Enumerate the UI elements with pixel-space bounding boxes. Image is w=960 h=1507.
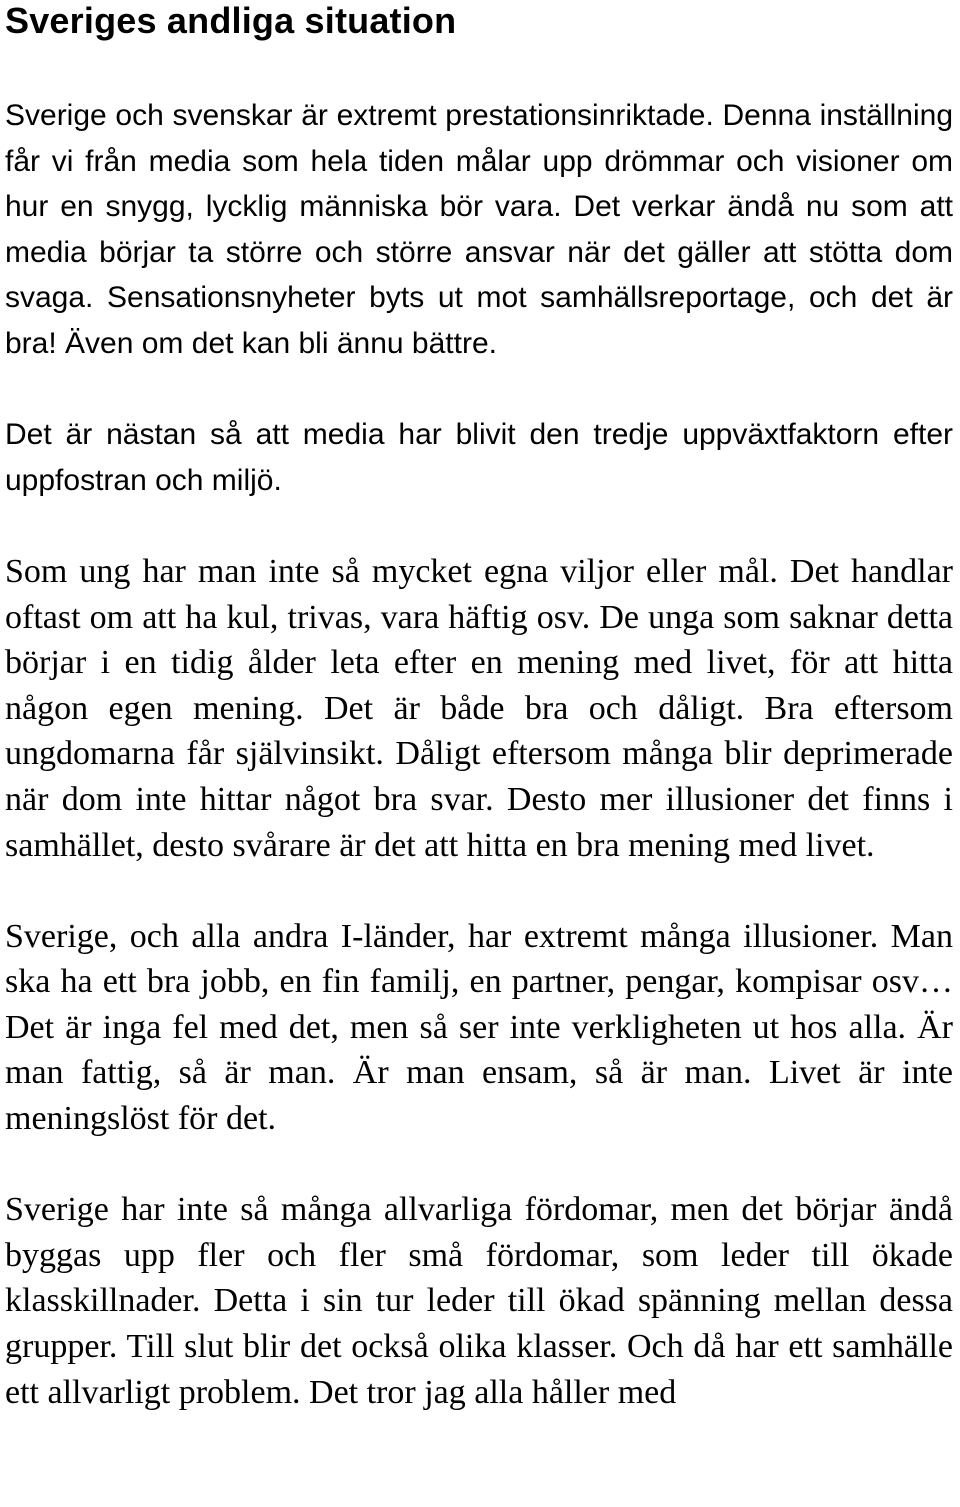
paragraph-media-third-factor: Det är nästan så att media har blivit den tredje uppväxtfaktorn efter uppfostran och miljö.: [5, 418, 953, 497]
paragraph-prejudices: Sverige har inte så många allvarliga fördomar, men det börjar ändå byggas upp fler och fler små fördomar, som leder till ökade klasskillnader. Detta i sin tur leder till ökad spänning mellan dessa grupper. Till slut blir det också olika klasser. Och då har ett samhälle ett allvarligt problem. Det tror jag alla håller med: [5, 1191, 953, 1411]
paragraph-illusions: Sverige, och alla andra I-länder, har extremt många illusioner. Man ska ha ett bra jobb, en fin familj, en partner, pengar, kompisar osv… Det är inga fel med det, men så ser inte verkligheten ut hos alla. Är man fattig, så är man. Är man ensam, så är man. Livet är inte meningslöst för det.: [5, 917, 953, 1138]
document-page: [5, 0, 953, 1415]
paragraph-media-pressure: Sverige och svenskar är extremt prestationsinriktade. Denna inställning får vi från media som hela tiden målar upp drömmar och visioner om hur en snygg, lycklig människa bör vara. Det verkar ändå nu som att media börjar ta större och större ansvar när det gäller att stötta dom svaga. Sensationsnyheter byts ut mot samhällsreportage, och det är bra! Även om det kan bli ännu bättre.: [5, 99, 953, 360]
paragraph-youth-meaning: Som ung har man inte så mycket egna viljor eller mål. Det handlar oftast om att ha kul, trivas, vara häftig osv. De unga som saknar detta börjar i en tidig ålder leta efter en mening med livet, för att hitta någon egen mening. Det är både bra och dåligt. Bra eftersom ungdomarna får självinsikt. Dåligt eftersom många blir deprimerade när dom inte hittar något bra svar. Desto mer illusioner det finns i samhället, desto svårare är det att hitta en bra mening med livet.: [5, 552, 953, 864]
document-heading: Sveriges andliga situation: [5, 0, 457, 41]
